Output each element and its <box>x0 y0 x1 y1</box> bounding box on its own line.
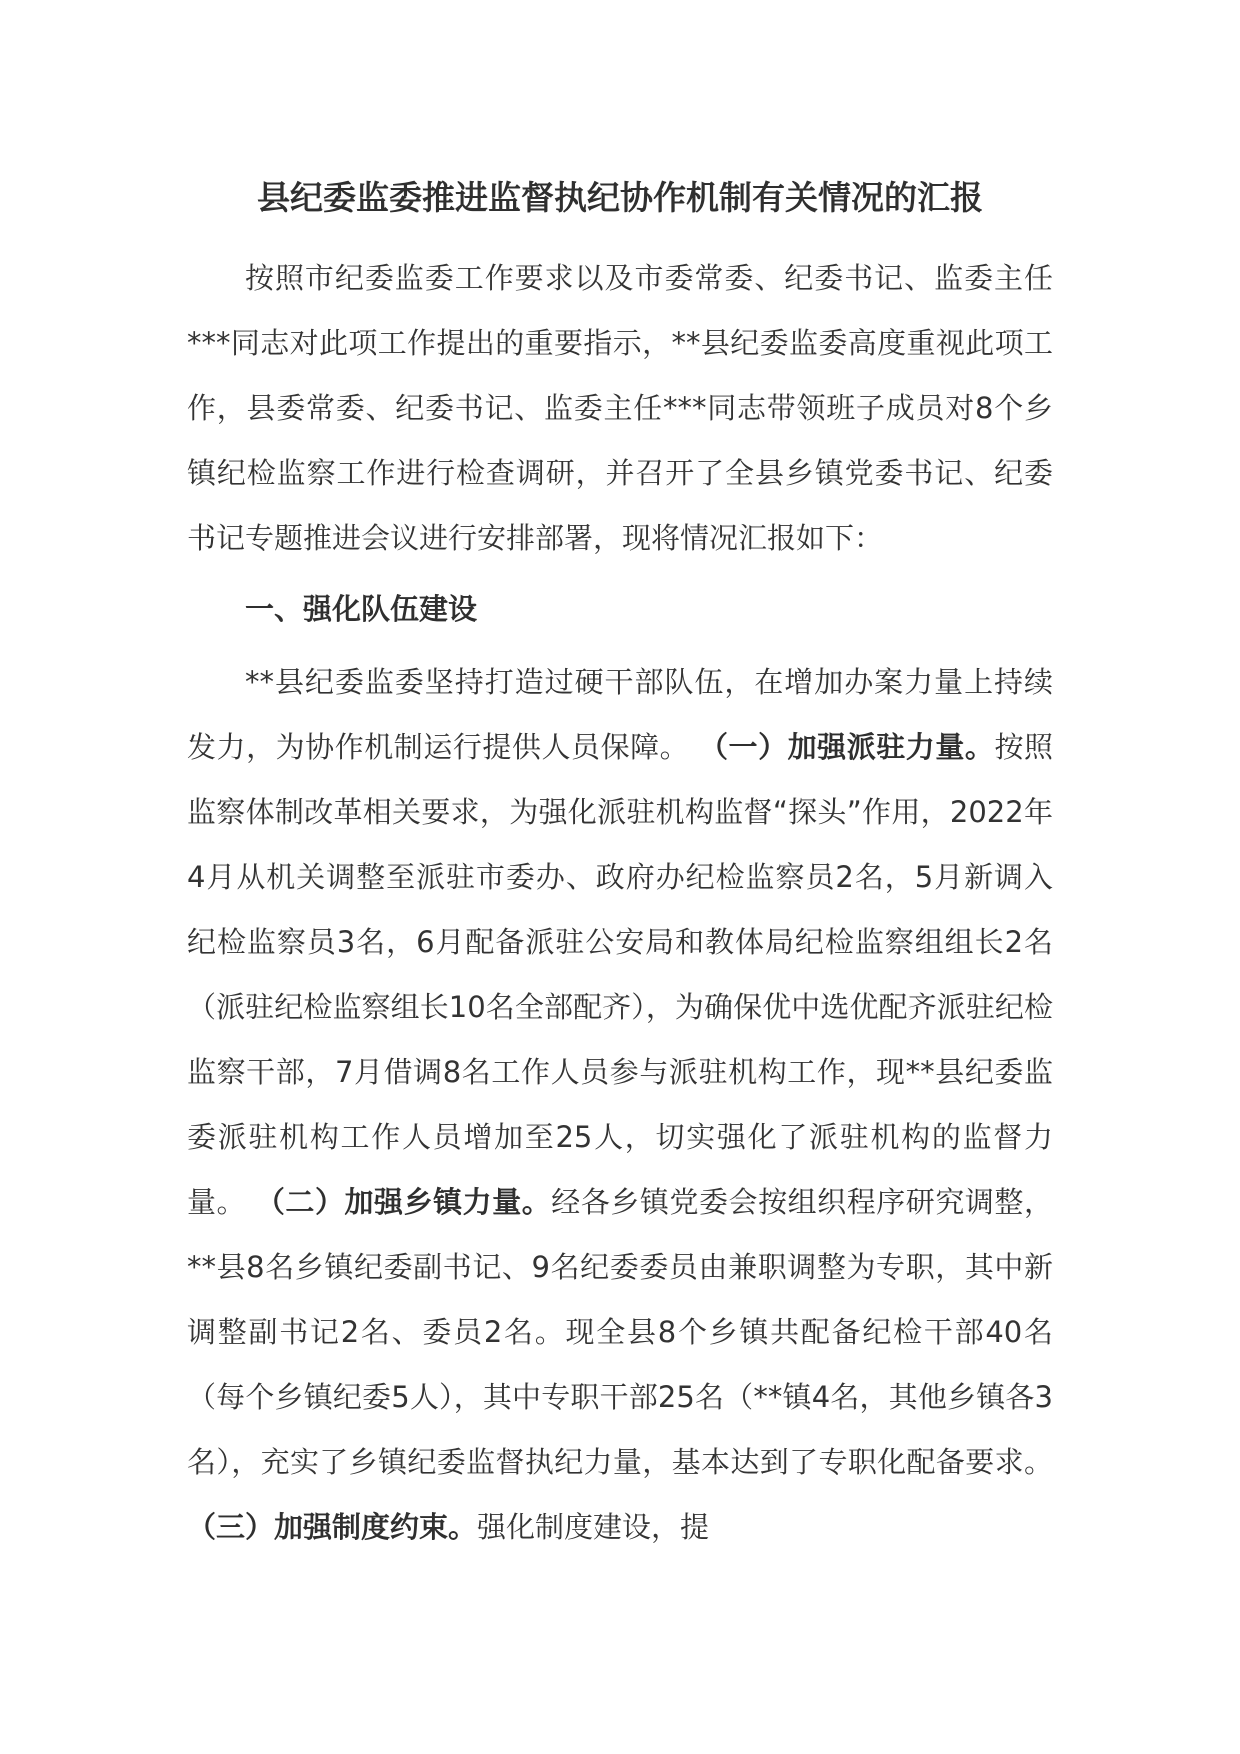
item-1-text: 按照监察体制改革相关要求，为强化派驻机构监督“探头”作用，2022年4月从机关调整至派驻市委办、政府办纪检监察员2名，5月新调入纪检监察员3名，6月配备派驻公安局和教体局纪检监察组组长2名（派驻纪检监察组长10名全部配齐），为确保优中选优配齐派驻纪检监察干部，7月借调8名工作人员参与派驻机构工作，现**县纪委监委派驻机构工作人员增加至25人，切实强化了派驻机构的监督力量。 <box>187 730 1053 1219</box>
section-heading-1: 一、强化队伍建设 <box>245 592 478 626</box>
item-2-label: （二）加强乡镇力量。 <box>255 1185 552 1219</box>
section-1-lead: **县纪委监委坚持打造过硬干部队伍，在增加办案力量上持续发力，为协作机制运行提供人员保障。 <box>187 665 1053 764</box>
document-title: 县纪委监委推进监督执纪协作机制有关情况的汇报 <box>257 178 983 217</box>
item-2-text: 经各乡镇党委会按组织程序研究调整，**县8名乡镇纪委副书记、9名纪委委员由兼职调整为专职，其中新调整副书记2名、委员2名。现全县8个乡镇共配备纪检干部40名（每个乡镇纪委5人），其中专职干部25名（**镇4名，其他乡镇各3名），充实了乡镇纪委监督执纪力量，基本达到了专职化配备要求。 <box>187 1185 1053 1479</box>
item-1-label: （一）加强派驻力量。 <box>699 730 995 764</box>
item-3-text: 强化制度建设，提 <box>477 1510 710 1544</box>
section-1-paragraph <box>187 650 1053 1560</box>
document-body <box>187 246 1053 1560</box>
intro-paragraph: 按照市纪委监委工作要求以及市委常委、纪委书记、监委主任***同志对此项工作提出的重要指示，**县纪委监委高度重视此项工作，县委常委、纪委书记、监委主任***同志带领班子成员对8个乡镇纪检监察工作进行检查调研，并召开了全县乡镇党委书记、纪委书记专题推进会议进行安排部署，现将情况汇报如下： <box>187 261 1053 555</box>
item-3-label: （三）加强制度约束。 <box>187 1510 478 1544</box>
